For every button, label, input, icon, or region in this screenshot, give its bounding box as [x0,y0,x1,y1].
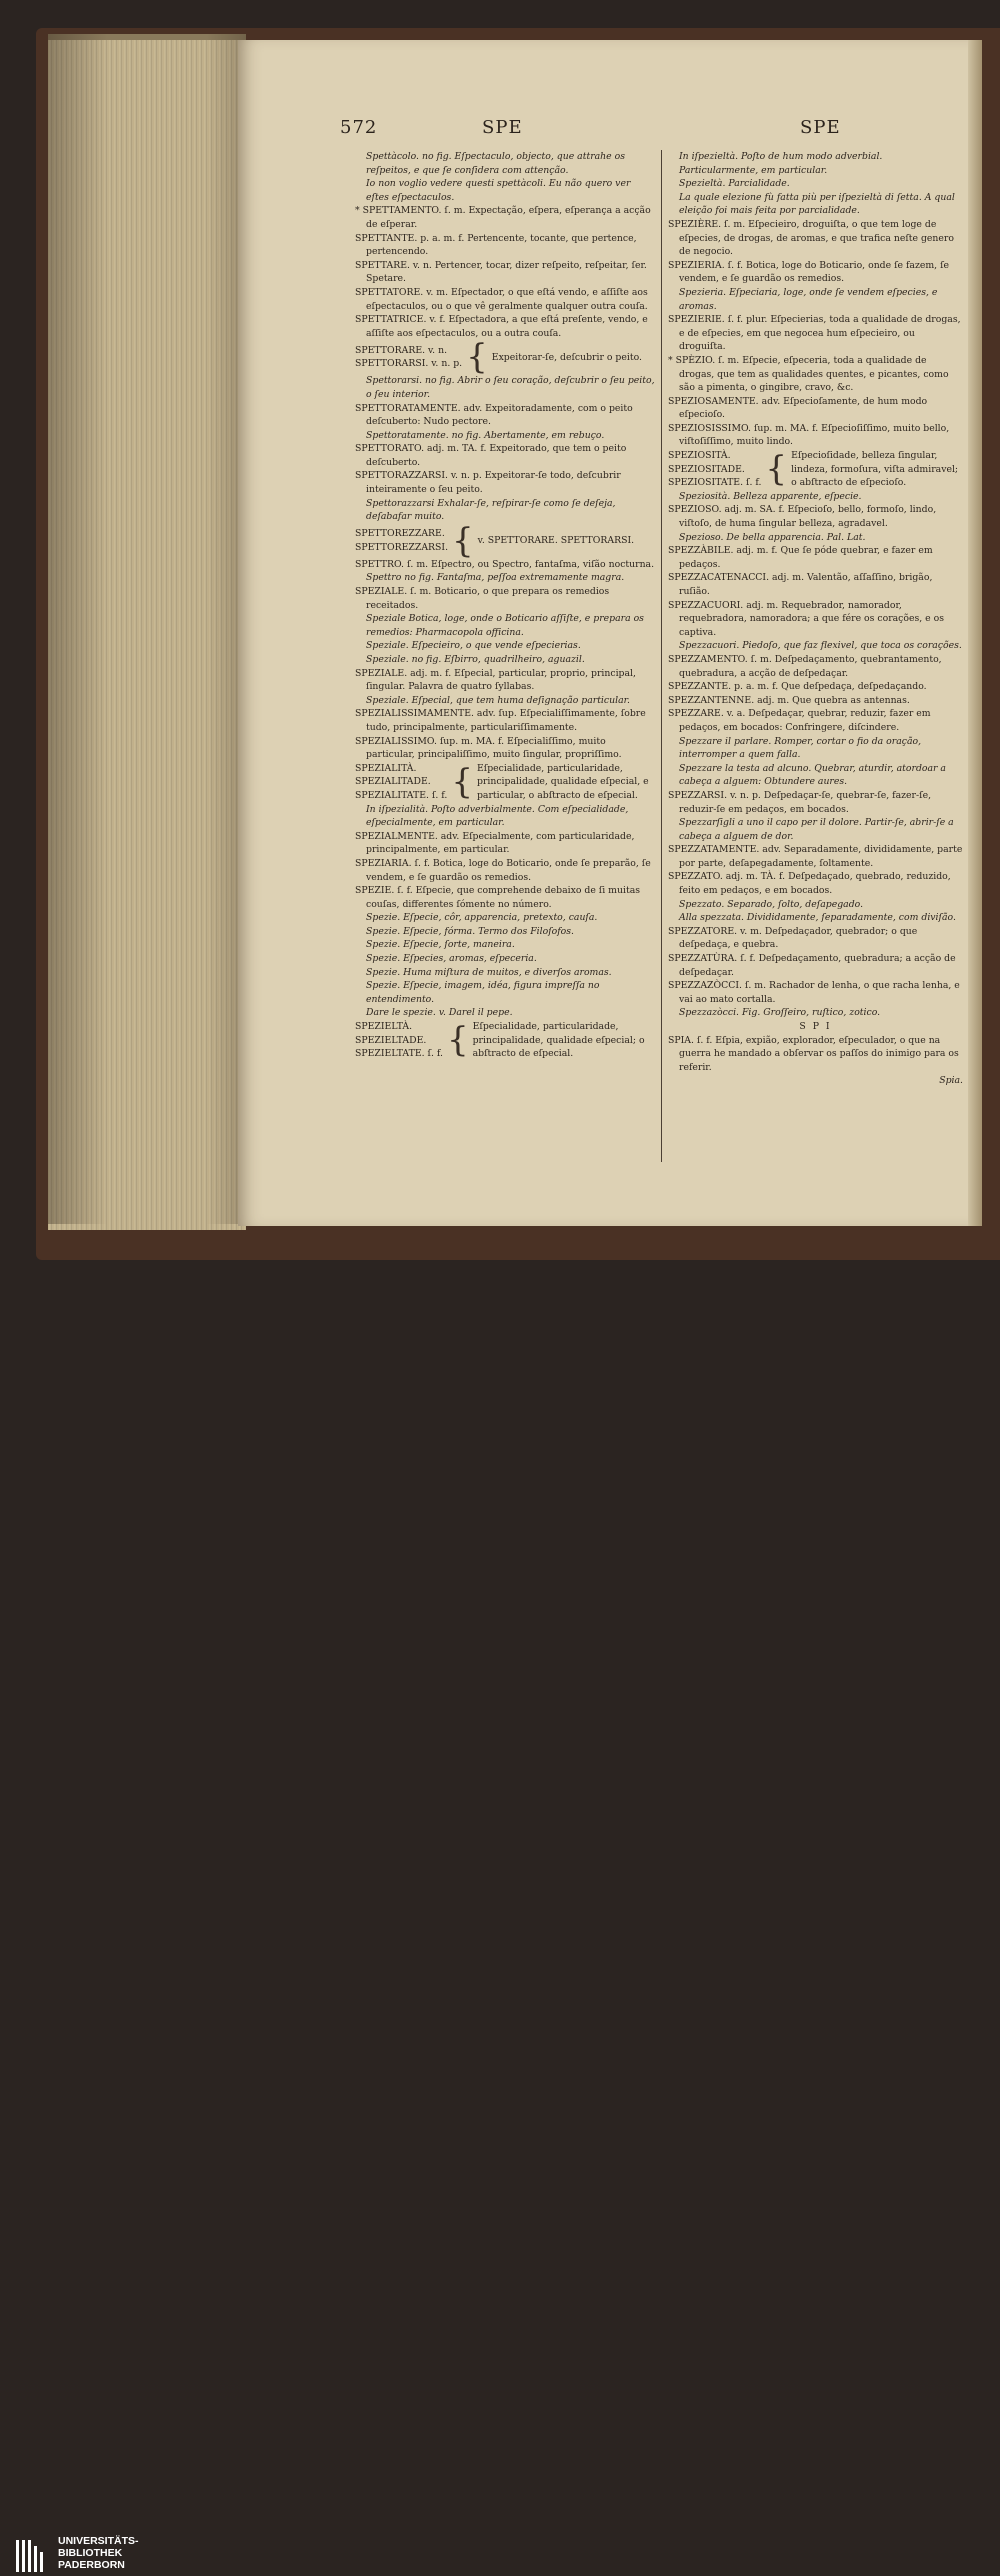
entry-group-heads [355,527,448,554]
entry-headword: SPETTORARSI. v. n. p. [355,358,463,370]
dictionary-entry: SPEZZACUORI. adj. m. Requebrador, namorador, requebradora, namoradora; a que fére os corações, e os captiva. [668,599,944,638]
scan-viewer [0,0,1000,1260]
sub-entry: Speziale Botica, loge, onde o Boticario aſſiſte, e prepara os remedios: Pharmacopola officina. [366,613,644,638]
dictionary-entry: SPEZZATÙRA. ſ. f. Deſpedaçamento, quebradura; a acção de deſpedaçar. [668,953,956,978]
sub-entry: Spezie. Eſpecie, fórma. Termo dos Filoſofos. [366,925,574,937]
entry-group [355,762,655,803]
entry-headword: SPETTORARE. v. n. [355,344,448,356]
dictionary-entry: SPEZIÈRE. ſ. m. Eſpecieiro, droguiſta, o que tem loge de eſpecies, de drogas, de aromas, e que trafica neſte genero de negocio. [668,218,954,258]
sub-entry: Spezie. Eſpecie, ſorte, maneira. [366,939,515,951]
dictionary-entry: SPEZIALISSIMO. ſup. m. MA. f. Eſpecialiſſimo, muito particular, principaliſſimo, muito ſingular, propriſſimo. [355,735,622,761]
entry-group-heads [355,1020,443,1061]
page-right-edge [968,40,982,1226]
sub-entry: Spettorazzarsi Exhalar-ſe, reſpirar-ſe como ſe deſeja, deſabafar muito. [366,497,616,523]
library-name-line3: PADERBORN [58,2559,125,2571]
dictionary-entry: SPEZZAMENTO. ſ. m. Deſpedaçamento, quebrantamento, quebradura, a acção de deſpedaçar. [668,653,942,679]
dictionary-entry: SPEZIALE. adj. m. f. Eſpecial, particular, proprio, principal, ſingular. Palavra de quatro ſyllabas. [355,667,636,693]
entry-headword: SPETTOREZZARE. [355,528,445,540]
entry-headword: SPEZIOSITATE. ſ. f. [668,477,762,489]
sub-entry: Alla spezzata. Divididamente, ſeparadamente, com diviſão. [679,912,956,924]
dictionary-entry: SPEZZATO. adj. m. TÀ. f. Deſpedaçado, quebrado, reduzido, feito em pedaços, e em bocados. [668,871,951,897]
dictionary-entry: SPETTATRICE. v. f. Eſpectadora, a que eſtá preſente, vendo, e aſſiſte aos eſpectaculos, ou a outra couſa. [355,314,648,339]
dictionary-entry: SPEZIOSISSIMO. ſup. m. MA. f. Eſpecioſiſſimo, muito bello, viſtoſiſſimo, muito lindo. [668,422,950,448]
entry-headword: SPETTOREZZARSI. [355,541,449,553]
brace-glyph: { [765,449,788,490]
dictionary-entry: SPEZZARSI. v. n. p. Deſpedaçar-ſe, quebrar-ſe, fazer-ſe, reduzir-ſe em pedaços, em bocados. [668,789,932,815]
dictionary-entry: SPETTANTE. p. a. m. f. Pertencente, tocante, que pertence, pertencendo. [355,232,637,258]
entry-headword: SPEZIALITATE. ſ. f. [355,789,448,801]
sub-entry: Spezieria. Eſpeciaria, loge, onde ſe vendem eſpecies, e aromas. [679,286,938,312]
dictionary-entry: SPEZZACATENACCI. adj. m. Valentão, aſſaſſino, brigão, ruſião. [668,572,933,597]
sub-entry: Speziale. Eſpecial, que tem huma deſignação particular. [366,694,630,706]
sub-entry: Speziosità. Belleza apparente, eſpecie. [679,490,862,502]
sub-entry: Spezzarſigli a uno il capo per il dolore. Partir-ſe, abrir-ſe a cabeça a alguem de dor. [679,817,954,842]
sub-entry: Io non voglio vedere questi spettàcoli. Eu não quero ver eſtes eſpectaculos. [366,178,631,203]
library-logo-icon [14,2536,50,2576]
entry-group [355,1020,655,1061]
entry-headword: SPEZIELTÀ. [355,1021,413,1033]
dictionary-entry: SPEZIALISSIMAMENTE. adv. ſup. Eſpecialiſſimamente, ſobre tudo, principalmente, particulariſſimamente. [355,708,646,733]
dictionary-entry: * SPÈZIO. ſ. m. Eſpecie, eſpeceria, toda a qualidade de drogas, que tem as qualidades quentes, e picantes, como são a pimenta, o gingibre, cravo, &c. [668,354,949,394]
section-heading: S P I [799,1021,832,1032]
sub-entry: Spezzacuori. Piedoſo, que faz flexivel, que toca os corações. [679,640,962,652]
entry-group-heads [355,762,447,803]
sub-entry: Spezzare il parlare. Romper, cortar o fio da oração, interromper a quem falla. [679,735,922,761]
sub-entry: Spettorarsi. no fig. Abrir o ſeu coração, deſcubrir o ſeu peito, o ſeu interior. [366,375,655,400]
library-name-line2: BIBLIOTHEK [58,2547,123,2559]
sub-entry: Dare le spezie. v. Darel il pepe. [366,1007,513,1019]
sub-entry: Spezie. Huma miſtura de muitos, e diverſos aromas. [366,966,612,978]
entry-group [355,337,655,378]
dictionary-entry: SPETTORATO. adj. m. TA. f. Expeitorado, que tem o peito deſcuberto. [355,443,627,468]
brace-glyph: { [446,1020,469,1061]
column-rule [661,150,662,1162]
dictionary-entry: SPEZZATAMENTE. adv. Separadamente, divididamente, parte por parte, deſapegadamente, ſoltamente. [668,844,963,869]
sub-entry: Speziale. Eſpecieiro, o que vende eſpecierias. [366,640,581,652]
dictionary-entry: SPEZZANTENNE. adj. m. Que quebra as antennas. [668,694,910,706]
brace-glyph: { [452,520,474,561]
brace-glyph: { [451,762,473,803]
sub-entry: Spettàcolo. no fig. Eſpectaculo, objecto, que attrahe os reſpeitos, e que ſe conſidera com attenção. [366,151,625,176]
dictionary-entry: SPETTORATAMENTE. adv. Expeitoradamente, com o peito deſcuberto: Nudo pectore. [355,402,633,428]
library-name [58,2535,139,2571]
entry-group-definition: Eſpecialidade, particularidade, principalidade, qualidade eſpecial; o abſtracto de eſpecial. [472,1021,645,1060]
dictionary-entry: SPEZIOSO. adj. m. SA. f. Eſpecioſo, bello, formoſo, lindo, viſtoſo, de huma ſingular belleza, agradavel. [668,504,937,530]
entry-group-definition: Expeitorar-ſe, deſcubrir o peito. [491,351,642,363]
dictionary-entry: SPIA. ſ. f. Eſpia, expião, explorador, eſpeculador, o que na guerra he mandado a obſervar os paſſos do inimigo para os referir. [668,1034,959,1073]
footer-bar [0,1260,1000,2571]
dictionary-entry: SPETTORAZZARSI. v. n. p. Expeitorar-ſe todo, deſcubrir inteiramente o ſeu peito. [355,470,621,496]
brace-glyph: { [466,337,488,378]
sub-entry: Spezzare la testa ad alcuno. Quebrar, aturdir, atordoar a cabeça a alguem: Obtundere aures. [679,762,946,788]
sub-entry: Spettoratamente. no fig. Abertamente, em rebuço. [366,429,605,441]
entry-group-heads [355,344,462,371]
dictionary-entry: SPETTRO. ſ. m. Eſpectro, ou Spectro, fantaſma, viſão nocturna. [355,558,655,570]
page-number: 572 [340,117,378,138]
dictionary-entry: SPEZZAZÒCCI. ſ. m. Rachador de lenha, o que racha lenha, e vai ao mato cortalla. [668,980,960,1005]
dictionary-entry: SPEZIERIA. ſ. f. Botica, loge do Boticario, onde ſe fazem, ſe vendem, e ſe guardão os remedios. [668,259,950,285]
dictionary-entry: SPETTARE. v. n. Pertencer, tocar, dizer reſpeito, reſpeitar, ſer. Spetare. [355,259,647,285]
entry-headword: SPEZIELTATE. ſ. f. [355,1048,443,1060]
dictionary-entry: SPETTATORE. v. m. Eſpectador, o que eſtá vendo, e aſſiſte aos eſpectaculos, ou o que vê geralmente qualquer outra couſa. [355,286,648,312]
sub-entry: La quale elezione fù fatta più per iſpezieltà di ſetta. A qual eleição foi mais feita por parcialidade. [679,191,955,217]
entry-headword: SPEZIOSITÀ. [668,450,731,462]
entry-headword: SPEZIOSITADE. [668,463,745,475]
running-head-right: SPE [800,117,841,138]
entry-group-definition: Eſpecioſidade, belleza ſingular, lindeza, formoſura, viſta admiravel; o abſtracto de eſpecioſo. [791,450,959,489]
entry-headword: SPEZIELTADE. [355,1034,427,1046]
dictionary-entry: SPEZZÀBILE. adj. m. f. Que ſe póde quebrar, e fazer em pedaços. [668,545,933,570]
dictionary-entry: SPEZIALE. ſ. m. Boticario, o que prepara os remedios receitados. [355,586,610,611]
page-block-shade [48,34,246,1224]
dictionary-entry: SPEZIOSAMENTE. adv. Eſpecioſamente, de hum modo eſpecioſo. [668,395,928,421]
left-column [355,150,655,1061]
entry-group [668,449,963,490]
library-name-line1: UNIVERSITÄTS- [58,2535,139,2547]
dictionary-entry: SPEZZANTE. p. a. m. f. Que deſpedaça, deſpedaçando. [668,681,927,693]
dictionary-entry: SPEZIARIA. ſ. f. Botica, loge do Boticario, onde ſe preparão, ſe vendem, e ſe guardão os remedios. [355,857,651,883]
dictionary-entry: SPEZIERIE. ſ. f. plur. Eſpecierias, toda a qualidade de drogas, e de eſpecies, em que negocea hum eſpecieiro, ou droguiſta. [668,314,961,353]
entry-headword: SPEZIALITADE. [355,776,431,788]
dictionary-entry: SPEZZATORE. v. m. Deſpedaçador, quebrador; o que deſpedaça, e quebra. [668,925,918,951]
entry-headword: SPEZIALITÀ. [355,762,417,774]
entry-group [355,520,655,561]
entry-group-definition: Eſpecialidade, particularidade, principalidade, qualidade eſpecial, e particular, o abſtracto de eſpecial. [476,762,649,801]
sub-entry: In iſpezialità. Poſto adverbialmente. Com eſpecialidade, eſpecialmente, em particular. [366,803,629,829]
sub-entry: In iſpezieltà. Poſto de hum modo adverbial. Particularmente, em particular. [679,151,883,176]
catchword: Spia. [939,1075,963,1087]
entry-group-heads [668,449,761,490]
sub-entry: Spezzazòcci. Fig. Groſſeiro, ruſtico, zotico. [679,1007,881,1019]
sub-entry: Spezie. Eſpecies, aromas, eſpeceria. [366,953,537,965]
right-column [668,150,963,1088]
sub-entry: Spezzato. Separado, ſolto, deſapegado. [679,898,864,910]
dictionary-entry: * SPETTAMENTO. ſ. m. Expectação, eſpera, eſperança a acção de eſperar. [355,205,651,230]
dictionary-entry: SPEZIALMENTE. adv. Eſpecialmente, com particularidade, principalmente, em particular. [355,830,635,856]
running-head-left: SPE [482,117,523,138]
dictionary-entry: SPEZZARE. v. a. Deſpedaçar, quebrar, reduzir, fazer em pedaços, em bocados: Confringere, diſcindere. [668,708,931,733]
sub-entry: Spezioso. De bella apparencia. Pal. Lat. [679,531,866,543]
sub-entry: Spezie. Eſpecie, imagem, idéa, figura impreſſa no entendimento. [366,980,600,1005]
sub-entry: Spezieltà. Parcialidade. [679,178,790,190]
sub-entry: Spezie. Eſpecie, côr, apparencia, pretexto, cauſa. [366,912,598,924]
dictionary-entry: SPEZIE. ſ. f. Eſpecie, que comprehende debaixo de ſi muitas couſas, differentes ſómente no número. [355,885,641,910]
sub-entry: Spettro no fig. Fantaſma, peſſoa extremamente magra. [366,572,625,584]
entry-group-definition: v. SPETTORARE. SPETTORARSI. [477,535,635,547]
sub-entry: Speziale. no fig. Eſbirro, quadrilheiro, aguazil. [366,654,585,665]
